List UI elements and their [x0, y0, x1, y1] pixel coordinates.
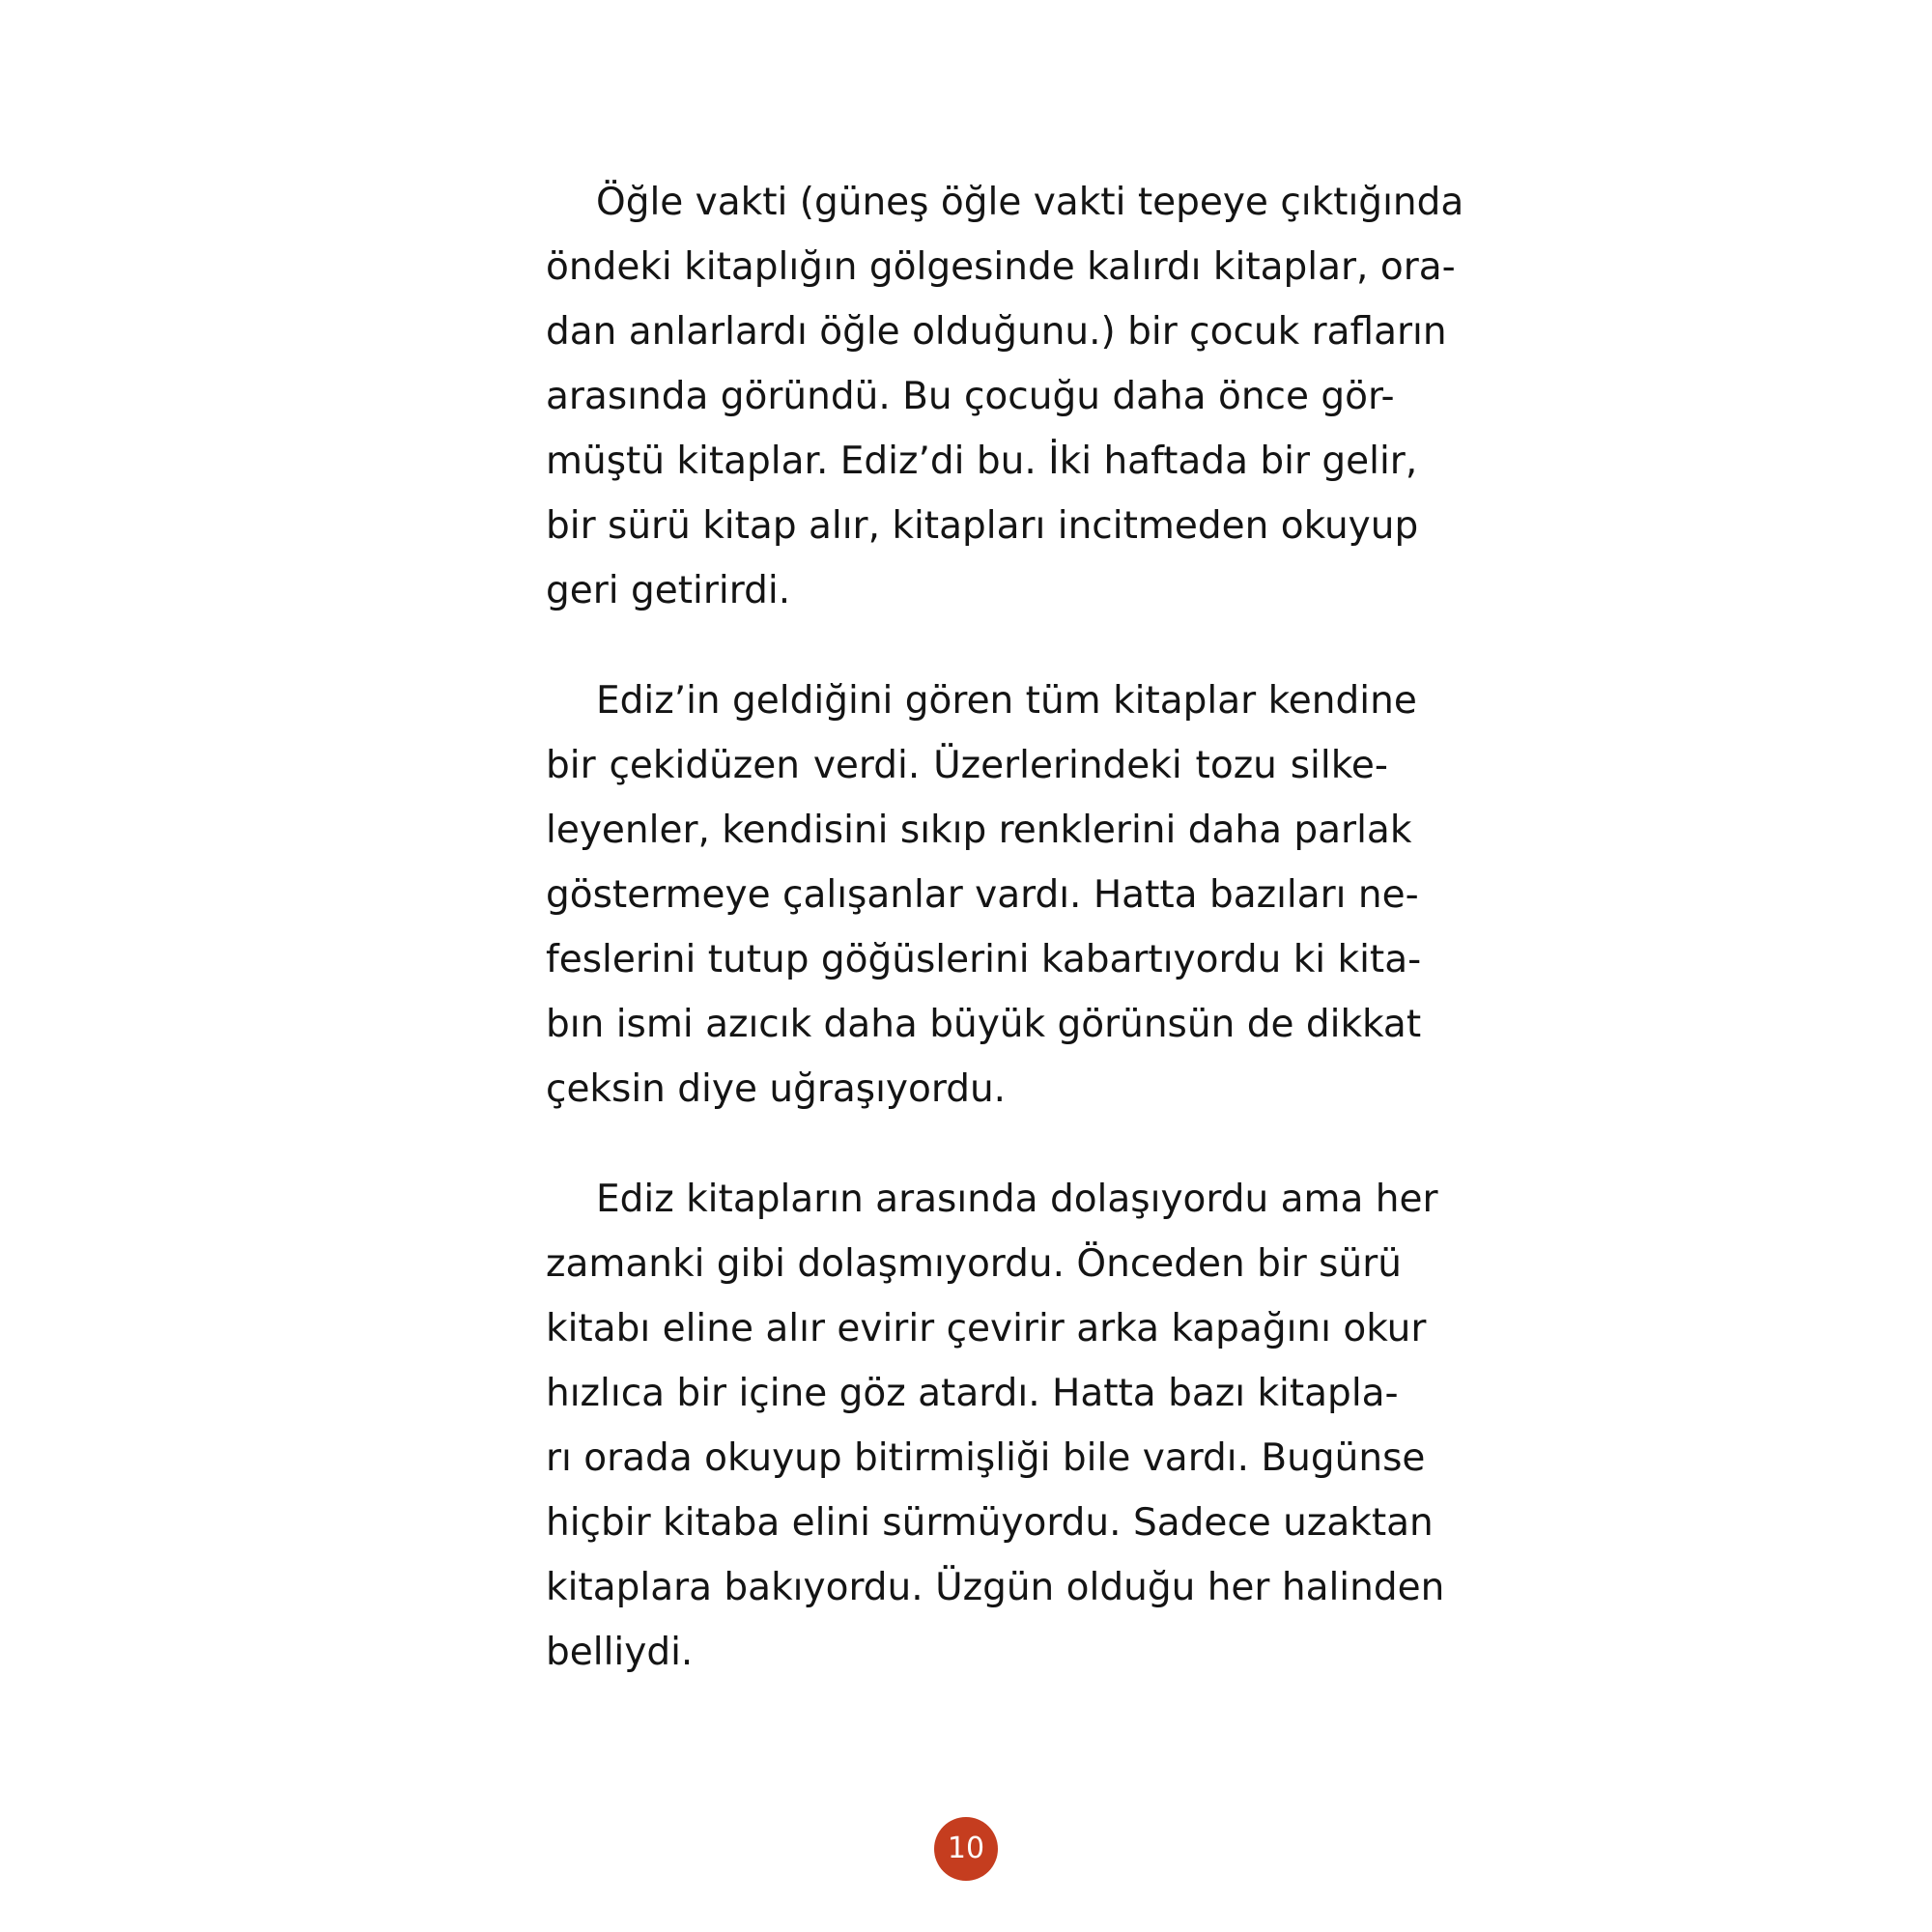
text-line: Ediz’in geldiğini gören tüm kitaplar kendine: [596, 679, 1417, 723]
text-line: müştü kitaplar. Ediz’di bu. İki haftada bir gelir,: [546, 440, 1418, 483]
text-line: kitaplara bakıyordu. Üzgün olduğu her halinden: [546, 1566, 1445, 1609]
text-line: bir çekidüzen verdi. Üzerlerindeki tozu silke-: [546, 744, 1388, 787]
text-line: Ediz kitapların arasında dolaşıyordu ama her: [596, 1178, 1438, 1221]
text-line: zamanki gibi dolaşmıyordu. Önceden bir sürü: [546, 1242, 1402, 1286]
paragraph-1: [546, 170, 1464, 623]
text-line: bir sürü kitap alır, kitapları incitmeden okuyup: [546, 504, 1419, 548]
text-line: bın ismi azıcık daha büyük görünsün de dikkat: [546, 1003, 1422, 1046]
text-line: çeksin diye uğraşıyordu.: [546, 1067, 1007, 1111]
text-line: arasında göründü. Bu çocuğu daha önce gör-: [546, 375, 1395, 418]
text-line: dan anlarlardı öğle olduğunu.) bir çocuk rafların: [546, 310, 1447, 354]
text-line: kitabı eline alır evirir çevirir arka kapağını okur: [546, 1307, 1427, 1350]
text-line: göstermeye çalışanlar vardı. Hatta bazıları ne-: [546, 873, 1419, 917]
page-number-badge: 10: [934, 1817, 998, 1881]
text-line: leyenler, kendisini sıkıp renklerini daha parlak: [546, 809, 1412, 852]
text-line: geri getirirdi.: [546, 569, 791, 612]
text-line: Öğle vakti (güneş öğle vakti tepeye çıktığında: [596, 181, 1464, 224]
text-line: feslerini tutup göğüslerini kabartıyordu ki kita-: [546, 938, 1422, 981]
text-line: rı orada okuyup bitirmişliği bile vardı. Bugünse: [546, 1436, 1426, 1480]
text-line: belliydi.: [546, 1631, 694, 1674]
text-line: öndeki kitaplığın gölgesinde kalırdı kitaplar, ora-: [546, 245, 1456, 289]
text-line: hızlıca bir içine göz atardı. Hatta bazı kitapla-: [546, 1372, 1399, 1415]
paragraph-3: [546, 1167, 1445, 1685]
text-line: hiçbir kitaba elini sürmüyordu. Sadece uzaktan: [546, 1501, 1434, 1545]
paragraph-2: [546, 668, 1422, 1122]
body-text: [546, 170, 1464, 1685]
